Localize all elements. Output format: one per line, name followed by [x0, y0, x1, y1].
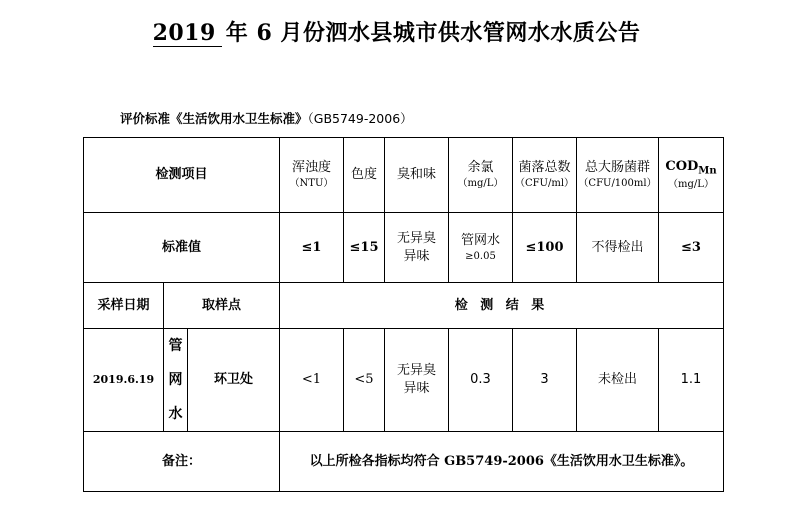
col-unit: （CFU/ml） — [514, 178, 575, 190]
col-name: 总大肠菌群 — [584, 160, 650, 176]
sample-date-header: 采样日期 — [84, 283, 164, 329]
val-cod: 1.1 — [659, 329, 724, 432]
val-chlorine: 0.3 — [449, 329, 513, 432]
remark-text: 以上所检各指标均符合 GB5749-2006《生活饮用水卫生标准》。 — [280, 432, 724, 492]
col-name: 色度 — [350, 167, 377, 183]
std-coliform: 不得检出 — [577, 213, 659, 283]
val-color: <5 — [344, 329, 385, 432]
sample-type: 管 网 水 — [164, 329, 188, 432]
col-odor — [385, 138, 449, 213]
std-odor: 无异臭异味 — [385, 213, 449, 283]
col-unit: （NTU） — [289, 178, 334, 190]
sample-date: 2019.6.19 — [84, 329, 164, 432]
remark-label: 备注： — [84, 432, 280, 492]
standard-label-cell: 标准值 — [84, 213, 280, 283]
std-cod: ≤3 — [659, 213, 724, 283]
standard-label: 评价标准《生活饮用水卫生标准》 — [120, 111, 308, 126]
col-color — [344, 138, 385, 213]
std-turbidity: ≤1 — [280, 213, 344, 283]
standard-code: （GB5749-2006） — [307, 111, 413, 126]
col-unit: （mg/L） — [668, 179, 714, 191]
remark-row — [84, 432, 724, 492]
sample-point-header: 取样点 — [164, 283, 280, 329]
col-cod — [659, 138, 724, 213]
title-text: 年 6 月份泗水县城市供水管网水水质公告 — [225, 20, 641, 46]
header-row — [84, 138, 724, 213]
evaluation-standard — [120, 109, 413, 127]
col-turbidity — [280, 138, 344, 213]
col-name: 浑浊度 — [291, 160, 331, 176]
col-name: $COD_{Mn}$ — [665, 159, 717, 177]
std-color: ≤15 — [344, 213, 385, 283]
item-header: 检测项目 — [84, 138, 280, 213]
col-coliform — [577, 138, 659, 213]
std-chlorine: 管网水 ≥0.05 — [449, 213, 513, 283]
col-name: 余氯 — [467, 160, 494, 176]
col-unit: （mg/L） — [457, 178, 504, 190]
standard-row — [84, 213, 724, 283]
sample-point: 环卫处 — [188, 329, 280, 432]
col-colony — [513, 138, 577, 213]
results-header-row — [84, 283, 724, 329]
col-unit: （CFU/100ml） — [578, 178, 657, 190]
val-colony: 3 — [513, 329, 577, 432]
val-odor: 无异臭异味 — [385, 329, 449, 432]
col-name: 臭和味 — [396, 167, 436, 183]
sample-row — [84, 329, 724, 432]
water-quality-table — [83, 137, 724, 492]
col-chlorine — [449, 138, 513, 213]
page-title — [0, 16, 793, 47]
title-year: 2019 — [153, 20, 222, 47]
val-coliform: 未检出 — [577, 329, 659, 432]
val-turbidity: <1 — [280, 329, 344, 432]
col-name: 菌落总数 — [518, 160, 571, 176]
std-colony: ≤100 — [513, 213, 577, 283]
results-header: 检 测 结 果 — [280, 283, 724, 329]
